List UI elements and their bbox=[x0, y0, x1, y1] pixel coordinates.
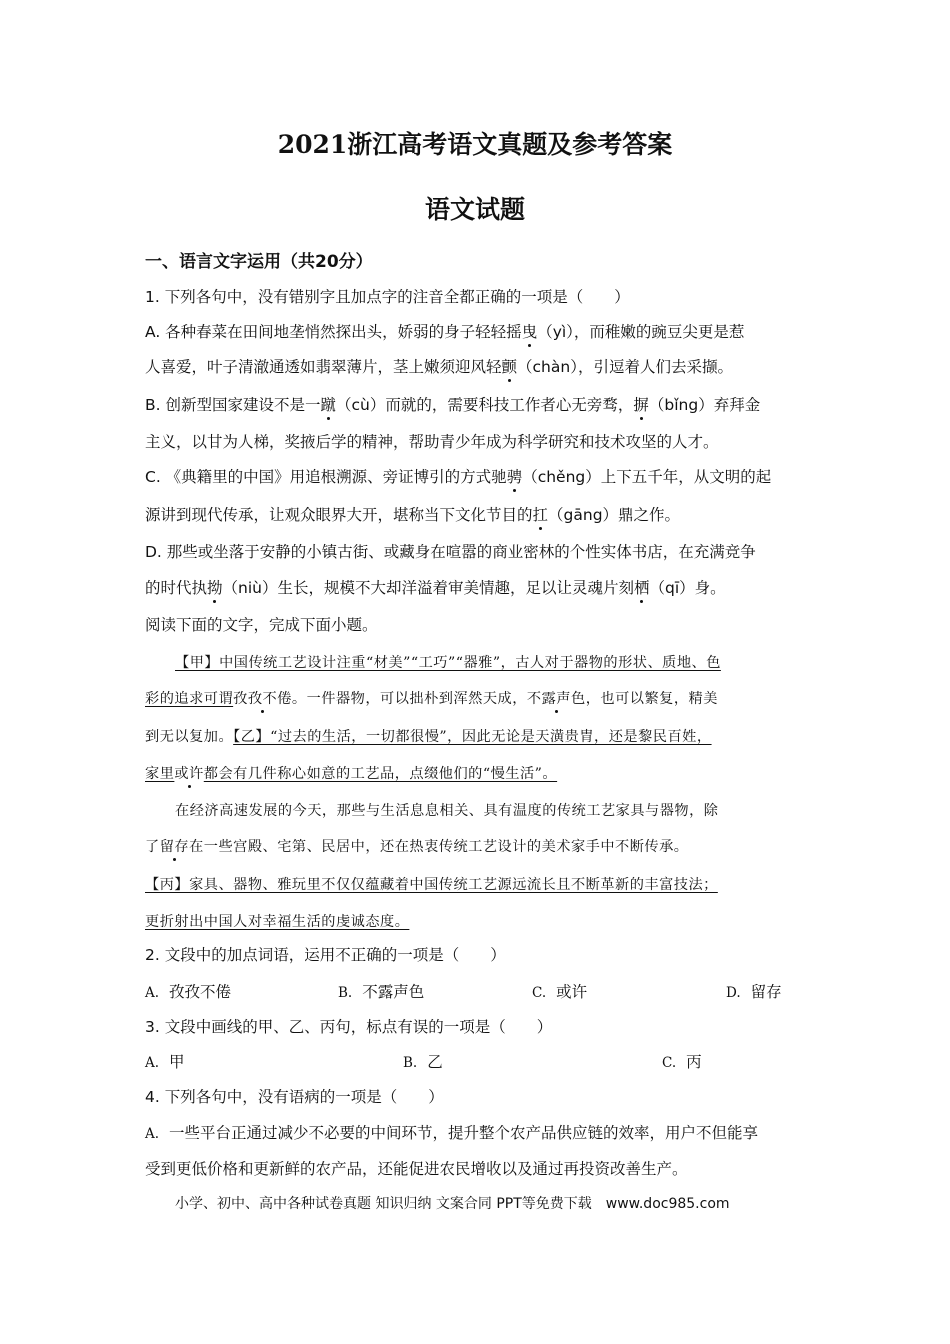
text: A. 各种春菜在田间地垄悄然探出头，娇弱的身子轻轻摇 bbox=[145, 323, 522, 341]
option-label: D. bbox=[726, 985, 741, 1001]
underlined-sentence-yi: 【乙】“过去的生活，一切都很慢”，因此无论是天潢贵胄，还是黎民百姓， bbox=[233, 729, 712, 745]
option-text: 留存 bbox=[750, 983, 782, 1001]
text: （chěng）上下五千年，从文明的起 bbox=[522, 468, 772, 486]
passage-bing-line2: 更折射出中国人对幸福生活的虔诚态度。 bbox=[145, 914, 410, 930]
text: （bǐng）弃拜金 bbox=[648, 396, 761, 414]
dotted-char: 蹴 bbox=[321, 393, 337, 415]
document-title: 2021浙江高考语文真题及参考答案 bbox=[277, 130, 673, 159]
document-subtitle: 语文试题 bbox=[424, 195, 525, 224]
option-text: 孜孜不倦 bbox=[169, 983, 232, 1001]
dotted-char: 摒 bbox=[633, 393, 649, 415]
q1-option-d-line1: D. 那些或坐落于安静的小镇古街、或藏身在喧嚣的商业密林的个性实体书店，在充满竞争 bbox=[145, 543, 756, 561]
question-3-stem: 3. 文段中画线的甲、乙、丙句，标点有误的一项是（ ） bbox=[145, 1018, 553, 1036]
passage-line3 bbox=[145, 726, 712, 746]
option-label: B. bbox=[338, 985, 353, 1001]
text: 到无以复加。 bbox=[145, 729, 234, 745]
dotted-char: 颤 bbox=[502, 355, 518, 377]
passage-jia-line1: 【甲】中国传统工艺设计注重“材美”“工巧”“器雅”，古人对于器物的形状、质地、色 bbox=[175, 655, 721, 671]
q3-option-b[interactable] bbox=[403, 1050, 443, 1072]
q1-option-b-line1 bbox=[145, 393, 760, 415]
question-2-stem: 2. 文段中的加点词语，运用不正确的一项是（ ） bbox=[145, 946, 506, 964]
passage-p2-line2 bbox=[145, 836, 688, 856]
option-text: 甲 bbox=[169, 1053, 185, 1071]
text: （qī）身。 bbox=[649, 579, 726, 597]
section-heading: 一、语言文字运用（共20分） bbox=[145, 252, 373, 272]
text: （gāng）鼎之作。 bbox=[548, 506, 681, 524]
dotted-word: 留存 bbox=[160, 836, 189, 856]
q2-option-d[interactable] bbox=[726, 980, 782, 1002]
q2-option-b[interactable] bbox=[338, 980, 424, 1002]
q2-option-c[interactable] bbox=[532, 980, 587, 1002]
dotted-char: 拗 bbox=[207, 576, 223, 598]
q1-option-c-line2 bbox=[145, 503, 680, 525]
option-label: B. bbox=[403, 1055, 418, 1071]
q4-option-a-line1 bbox=[145, 1121, 758, 1143]
question-4-stem: 4. 下列各句中，没有语病的一项是（ ） bbox=[145, 1088, 444, 1106]
option-label: A. bbox=[145, 985, 160, 1001]
text: 源讲到现代传承，让观众眼界大开，堪称当下文化节目的 bbox=[145, 506, 533, 524]
passage-p2-line1: 在经济高速发展的今天，那些与生活息息相关、具有温度的传统工艺家具与器物，除 bbox=[175, 803, 719, 819]
text: （yì），而稚嫩的豌豆尖更是惹 bbox=[537, 323, 745, 341]
text: 都会有几件称心如意的工艺品，点缀他们的“慢生活”。 bbox=[203, 766, 558, 782]
text: 人喜爱，叶子清澈通透如翡翠薄片，茎上嫩须迎风轻 bbox=[145, 358, 502, 376]
option-text: 一些平台正通过减少不必要的中间环节，提升整个农产品供应链的效率，用户不但能享 bbox=[169, 1124, 759, 1142]
dotted-char: 栖 bbox=[634, 576, 650, 598]
text: 。一件器物，可以拙朴到浑然天成， bbox=[291, 691, 527, 707]
question-1-stem: 1. 下列各句中，没有错别字且加点字的注音全都正确的一项是（ ） bbox=[145, 288, 630, 306]
passage-line4 bbox=[145, 763, 557, 783]
q3-option-c[interactable] bbox=[662, 1050, 702, 1072]
dotted-word: 或许 bbox=[174, 763, 203, 783]
text: 在一些宫殿、宅第、民居中，还在热衷传统工艺设计的美术家手中不断传承。 bbox=[189, 839, 689, 855]
option-label: A. bbox=[145, 1126, 160, 1142]
option-text: 或许 bbox=[556, 983, 588, 1001]
dotted-char: 曳 bbox=[522, 320, 538, 342]
passage-bing-line1: 【丙】家具、器物、雅玩里不仅仅蕴藏着中国传统工艺源远流长且不断革新的丰富技法； bbox=[145, 877, 718, 893]
text: （niù）生长，规模不大却洋溢着审美情趣，足以让灵魂片刻 bbox=[222, 579, 634, 597]
text: B. 创新型国家建设不是一 bbox=[145, 396, 321, 414]
text: 了 bbox=[145, 839, 160, 855]
reading-intro: 阅读下面的文字，完成下面小题。 bbox=[145, 616, 378, 634]
dotted-word: 孜孜不倦 bbox=[233, 688, 292, 708]
q1-option-a-line1 bbox=[145, 320, 744, 342]
q3-option-a[interactable] bbox=[145, 1050, 185, 1072]
q1-option-a-line2 bbox=[145, 355, 733, 377]
dotted-word: 不露声色 bbox=[527, 688, 586, 708]
q1-option-b-line2: 主义，以甘为人梯，奖掖后学的精神，帮助青少年成为科学研究和技术攻坚的人才。 bbox=[145, 433, 719, 451]
dotted-char: 骋 bbox=[507, 465, 523, 487]
text: C. 《典籍里的中国》用追根溯源、旁证博引的方式驰 bbox=[145, 468, 507, 486]
option-label: A. bbox=[145, 1055, 160, 1071]
text: 的时代执 bbox=[145, 579, 208, 597]
passage-line2 bbox=[145, 688, 718, 708]
text: （cù）而就的，需要科技工作者心无旁骛， bbox=[336, 396, 634, 414]
text: ，也可以繁复，精美 bbox=[585, 691, 718, 707]
text: 彩的追求可谓 bbox=[145, 691, 234, 707]
dotted-char: 扛 bbox=[533, 503, 549, 525]
option-text: 不露声色 bbox=[362, 983, 425, 1001]
q1-option-d-line2 bbox=[145, 576, 726, 598]
q4-option-a-line2: 受到更低价格和更新鲜的农产品，还能促进农民增收以及通过再投资改善生产。 bbox=[145, 1160, 688, 1178]
text: （chàn），引逗着人们去采撷。 bbox=[517, 358, 733, 376]
option-label: C. bbox=[532, 985, 547, 1001]
q2-option-a[interactable] bbox=[145, 980, 231, 1002]
text: 家里 bbox=[145, 766, 175, 782]
q1-option-c-line1 bbox=[145, 465, 771, 487]
footer-watermark: 小学、初中、高中各种试卷真题 知识归纳 文案合同 PPT等免费下载 www.doc985.com bbox=[175, 1196, 730, 1212]
option-text: 乙 bbox=[427, 1053, 443, 1071]
option-text: 丙 bbox=[686, 1053, 702, 1071]
option-label: C. bbox=[662, 1055, 677, 1071]
